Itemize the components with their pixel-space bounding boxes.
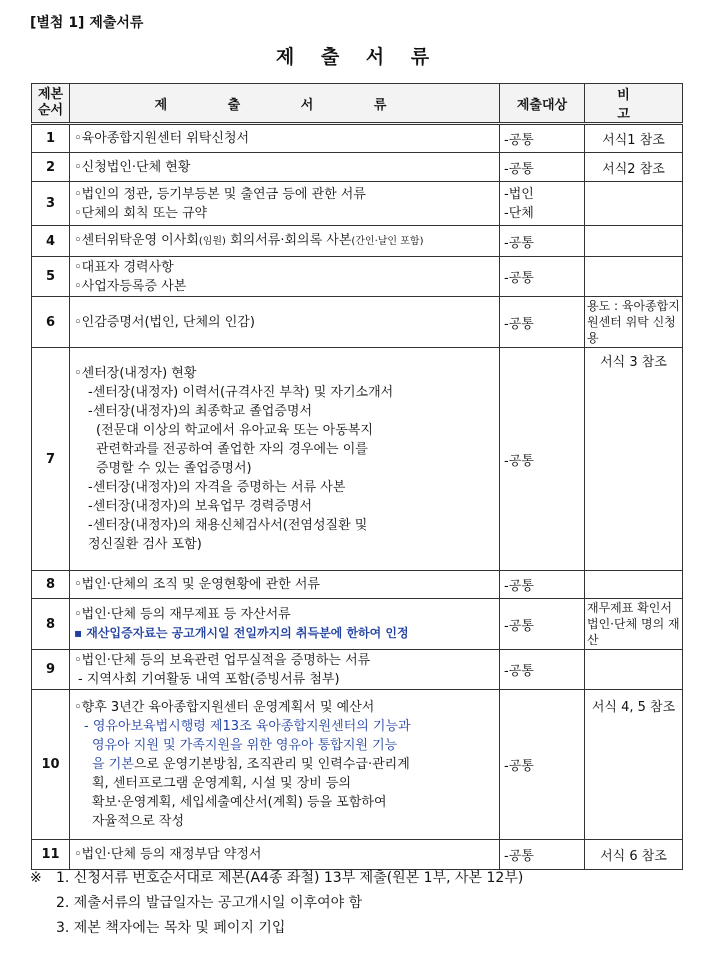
row-note: 서식1 참조 (585, 124, 683, 153)
document-item: ◦육아종합지원센터 위탁신청서 (74, 131, 250, 146)
attachment-label: [별첨 1] 제출서류 (30, 15, 144, 31)
document-subitem: 증명할 수 있는 졸업증명서) (96, 461, 252, 476)
row-number: 7 (32, 348, 70, 571)
table-row (32, 153, 683, 182)
document-item-small: (임원) (198, 236, 226, 247)
row-number: 8 (32, 571, 70, 599)
row-note (585, 650, 683, 690)
row-documents (70, 297, 500, 348)
document-item: ◦향후 3년간 육아종합지원센터 운영계획서 및 예산서 (74, 700, 375, 715)
header-order (32, 84, 70, 124)
document-item: ◦법인·단체의 조직 및 운영현황에 관한 서류 (74, 577, 320, 592)
row-note: 서식 6 참조 (585, 840, 683, 870)
document-subitem: (전문대 이상의 학교에서 유아교육 또는 아동복지 (96, 423, 373, 438)
row-documents (70, 650, 500, 690)
document-subitem: 확보·운영계획, 세입세출예산서(계획) 등을 포함하여 (92, 795, 387, 810)
row-note: 서식 4, 5 참조 (585, 690, 683, 840)
document-subitem: -센터장(내정자) 이력서(규격사진 부착) 및 자기소개서 (88, 385, 394, 400)
note-mark: ※ (30, 870, 42, 886)
table-row (32, 226, 683, 257)
row-note: 서식2 참조 (585, 153, 683, 182)
header-order-line1: 제본 (37, 87, 64, 102)
header-target: 제출대상 (500, 84, 585, 124)
documents-table (31, 83, 683, 870)
row-documents (70, 226, 500, 257)
document-item: ◦법인·단체 등의 재정부담 약정서 (74, 847, 262, 862)
target-item: -법인 (504, 186, 534, 202)
document-subitem (74, 755, 495, 774)
document-item: ◦센터장(내정자) 현황 (74, 366, 197, 381)
row-documents (70, 571, 500, 599)
document-subitem: 관련학과를 전공하여 졸업한 자의 경우에는 이를 (96, 442, 368, 457)
table-row (32, 348, 683, 571)
row-number: 10 (32, 690, 70, 840)
row-note (585, 571, 683, 599)
document-item-small: (간인·날인 포함) (351, 236, 424, 247)
row-note: 재무제표 확인서 법인·단체 명의 재산 (585, 599, 683, 650)
document-subitem: -센터장(내정자)의 자격을 증명하는 서류 사본 (88, 480, 346, 495)
header-documents: 제 출 서 류 (70, 84, 500, 124)
document-item: ◦법인·단체 등의 보육관련 업무실적을 증명하는 서류 (74, 652, 371, 668)
document-subitem-rest: 으로 운영기본방침, 조직관리 및 인력수급·관리계 (133, 757, 410, 772)
document-item: ◦단체의 회칙 또는 규약 (74, 205, 208, 221)
table-row (32, 650, 683, 690)
document-item-main: ◦센터위탁운영 이사회 (74, 233, 199, 248)
footnote-line (30, 916, 523, 941)
table-row (32, 571, 683, 599)
row-target: -공통 (500, 599, 585, 650)
row-number: 4 (32, 226, 70, 257)
row-documents (70, 153, 500, 182)
row-documents (70, 599, 500, 650)
row-note (585, 182, 683, 226)
row-target: -공통 (500, 124, 585, 153)
table-row (32, 182, 683, 226)
table-row (32, 124, 683, 153)
row-target: -공통 (500, 571, 585, 599)
header-note: 비 고 (585, 84, 683, 124)
row-target: -공통 (500, 690, 585, 840)
row-number: 2 (32, 153, 70, 182)
document-subitem: -센터장(내정자)의 보육업무 경력증명서 (88, 499, 313, 514)
document-item (74, 231, 495, 251)
document-subitem: - 지역사회 기여활동 내역 포함(증빙서류 첨부) (78, 671, 340, 687)
row-target: -공통 (500, 840, 585, 870)
row-note: 용도 : 육아종합지원센터 위탁 신청용 (585, 297, 683, 348)
row-documents (70, 182, 500, 226)
document-item-mid: 회의서류·회의록 사본 (225, 233, 352, 248)
document-item: ◦대표자 경력사항 (74, 259, 174, 275)
document-item: ◦법인·단체 등의 재무제표 등 자산서류 (74, 607, 291, 622)
row-number: 3 (32, 182, 70, 226)
row-documents (70, 124, 500, 153)
row-target: -공통 (500, 348, 585, 571)
row-documents (70, 257, 500, 297)
row-number: 5 (32, 257, 70, 297)
table-row (32, 840, 683, 870)
document-subitem: 영유아 지원 및 가족지원을 위한 영유아 통합지원 기능 (92, 738, 398, 753)
row-note (585, 226, 683, 257)
document-subitem: - 영유아보육법시행령 제13조 육아종합지원센터의 기능과 (84, 719, 411, 734)
footnotes (30, 866, 523, 941)
document-item: ◦신청법인·단체 현황 (74, 159, 191, 175)
row-note: 서식 3 참조 (585, 348, 683, 571)
document-subitem-highlight: 을 기본 (92, 757, 134, 772)
table-row (32, 599, 683, 650)
row-number: 11 (32, 840, 70, 870)
header-order-line2: 순서 (37, 103, 64, 118)
row-number: 6 (32, 297, 70, 348)
footnote-text: 3. 제본 책자에는 목차 및 페이지 기입 (56, 920, 286, 936)
document-item: ◦법인의 정관, 등기부등본 및 출연금 등에 관한 서류 (74, 186, 366, 202)
row-documents (70, 348, 500, 571)
row-target: -공통 (500, 297, 585, 348)
row-number: 1 (32, 124, 70, 153)
document-subitem: -센터장(내정자)의 채용신체검사서(전염성질환 및 (88, 518, 368, 533)
row-target: -공통 (500, 153, 585, 182)
row-number: 9 (32, 650, 70, 690)
document-subitem: -센터장(내정자)의 최종학교 졸업증명서 (88, 404, 313, 419)
row-target: -공통 (500, 650, 585, 690)
document-subitem: 자율적으로 작성 (92, 814, 185, 829)
footnote-line (30, 866, 523, 891)
row-target: -공통 (500, 226, 585, 257)
footnote-text: 2. 제출서류의 발급일자는 공고개시일 이후여야 함 (56, 895, 363, 911)
document-item: ◦인감증명서(법인, 단체의 인감) (74, 314, 255, 330)
document-subitem: 획, 센터프로그램 운영계획, 시설 및 장비 등의 (92, 776, 352, 791)
row-documents (70, 840, 500, 870)
row-documents (70, 690, 500, 840)
table-row (32, 257, 683, 297)
row-target (500, 182, 585, 226)
table-header-row (32, 84, 683, 124)
footnote-line (30, 891, 523, 916)
row-note (585, 257, 683, 297)
asset-proof-notice: ▪ 재산입증자료는 공고개시일 전일까지의 취득분에 한하여 인정 (74, 626, 409, 640)
document-subitem: 정신질환 검사 포함) (88, 537, 202, 552)
page-title: 제 출 서 류 (275, 46, 440, 68)
target-item: -단체 (504, 205, 534, 221)
row-number: 8 (32, 599, 70, 650)
footnote-text: 1. 신청서류 번호순서대로 제본(A4종 좌철) 13부 제출(원본 1부, 사본 12부) (56, 870, 524, 886)
table-row (32, 690, 683, 840)
row-target: -공통 (500, 257, 585, 297)
document-item: ◦사업자등록증 사본 (74, 278, 187, 294)
table-row (32, 297, 683, 348)
